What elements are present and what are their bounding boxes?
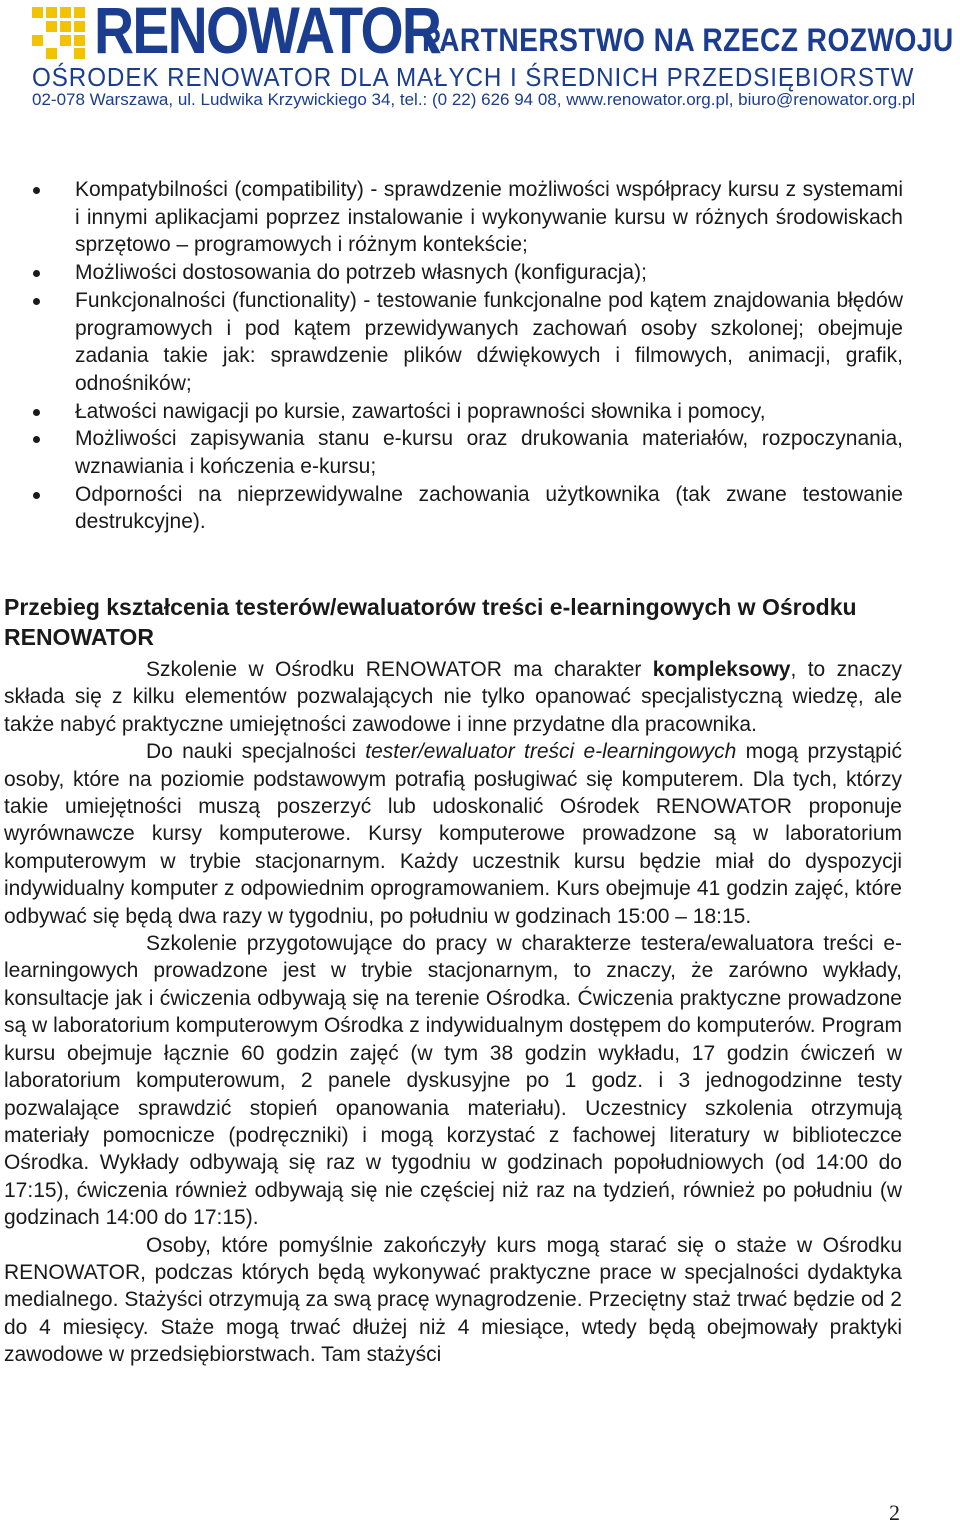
letterhead xyxy=(0,0,960,112)
contact-address: 02-078 Warszawa, ul. Ludwika Krzywickiego 34, tel.: (0 22) 626 94 08, www.renowator.org.pl, biuro@renowator.org.pl xyxy=(32,90,916,109)
list-item: Możliwości zapisywania stanu e-kursu oraz drukowania materiałów, rozpoczynania, wznawiania i kończenia e-kursu; xyxy=(0,425,903,480)
training-section xyxy=(4,592,902,1369)
paragraph: Szkolenie w Ośrodku RENOWATOR ma charakter kompleksowy, to znaczy składa się z kilku elementów pozwalających nie tylko opanować specjalistyczną wiedzę, ale także nabyć praktyczne umiejętności zawodowe i inne przydatne dla pracownika. xyxy=(4,658,902,736)
list-item: Funkcjonalności (functionality) - testowanie funkcjonalne pod kątem znajdowania błędów programowych i pod kątem przewidywanych zachowań osoby szkolonej; obejmuje zadania takie jak: sprawdzenie plików dźwiękowych i filmowych, animacji, grafik, odnośników; xyxy=(0,287,903,398)
list-item: Odporności na nieprzewidywalne zachowania użytkownika (tak zwane testowanie destrukcyjne). xyxy=(0,481,903,536)
bullet-icon xyxy=(33,298,40,305)
paragraph: Osoby, które pomyślnie zakończyły kurs mogą starać się o staże w Ośrodku RENOWATOR, podczas których będą wykonywać praktyczne prace w specjalności dydaktyka medialnego. Stażyści otrzymują za swą pracę wynagrodzenie. Przeciętny staż trwać będzie od 2 do 4 miesięcy. Staże mogą trwać dłużej niż 4 miesiące, wtedy będą obejmowały praktyki zawodowe w przedsiębiorstwach. Tam stażyści xyxy=(4,1233,902,1367)
paragraph: Szkolenie przygotowujące do pracy w charakterze testera/ewaluatora treści e-learningowych prowadzone jest w trybie stacjonarnym, to znaczy, że zarówno wykłady, konsultacje jak i ćwiczenia odbywają się na terenie Ośrodka. Ćwiczenia praktyczne prowadzone są w laboratorium komputerowym Ośrodka z indywidualnym dostępem do komputerów. Program kursu obejmuje łącznie 60 godzin zajęć (w tym 38 godzin wykładu, 17 godzin ćwiczeń w laboratorium komputerowum, 2 panele dyskusyjne po 1 godz. i 3 jednogodzinne testy pozwalające sprawdzić stopień opanowania materiału). Uczestnicy szkolenia otrzymują materiały pomocnicze (podręczniki) i mogą korzystać z fachowej literatury w biblioteczce Ośrodka. Wykłady odbywają się raz w tygodniu w godzinach popołudniowych (od 14:00 do 17:15), ćwiczenia również odbywają się nie częściej niż raz na tydzień, również po południu (w godzinach 14:00 do 17:15). xyxy=(4,932,902,1230)
feature-list xyxy=(0,176,960,536)
renowator-logo-mark xyxy=(32,5,92,59)
bullet-icon xyxy=(33,492,40,499)
page-number: 2 xyxy=(889,1500,900,1525)
organization-name: OŚRODEK RENOWATOR DLA MAŁYCH I ŚREDNICH PRZEDSIĘBIORSTW xyxy=(32,62,915,92)
section-heading: Przebieg kształcenia testerów/ewaluatorów treści e-learningowych w Ośrodku RENOWATOR xyxy=(4,594,857,650)
bullet-icon xyxy=(33,409,40,416)
list-item: Możliwości dostosowania do potrzeb własnych (konfiguracja); xyxy=(0,259,903,287)
bullet-icon xyxy=(33,436,40,443)
bullet-icon xyxy=(33,270,40,277)
bullet-icon xyxy=(33,187,40,194)
brand-name: RENOWATOR xyxy=(94,0,441,67)
paragraph: Do nauki specjalności tester/ewaluator treści e-learningowych mogą przystąpić osoby, które na poziomie podstawowym potrafią posługiwać się komputerem. Dla tych, którzy takie umiejętności muszą poszerzyć lub udoskonalić Ośrodek RENOWATOR proponuje wyrównawcze kursy komputerowe. Kursy komputerowe prowadzone są w laboratorium komputerowym w trybie stacjonarnym. Każdy uczestnik kursu będzie miał do dyspozycji indywidualny komputer z odpowiednim oprogramowaniem. Kurs obejmuje 41 godzin zajęć, które odbywać się będą dwa razy w tygodniu, po południu w godzinach 15:00 – 18:15. xyxy=(4,740,903,928)
partner-tagline: PARTNERSTWO NA RZECZ ROZWOJU xyxy=(422,22,954,58)
list-item: Kompatybilności (compatibility) - sprawdzenie możliwości współpracy kursu z systemami i innymi aplikacjami poprzez instalowanie i wykonywanie kursu w różnych środowiskach sprzętowo – programowych i różnym kontekście; xyxy=(0,176,903,259)
list-item: Łatwości nawigacji po kursie, zawartości i poprawności słownika i pomocy, xyxy=(0,398,903,426)
